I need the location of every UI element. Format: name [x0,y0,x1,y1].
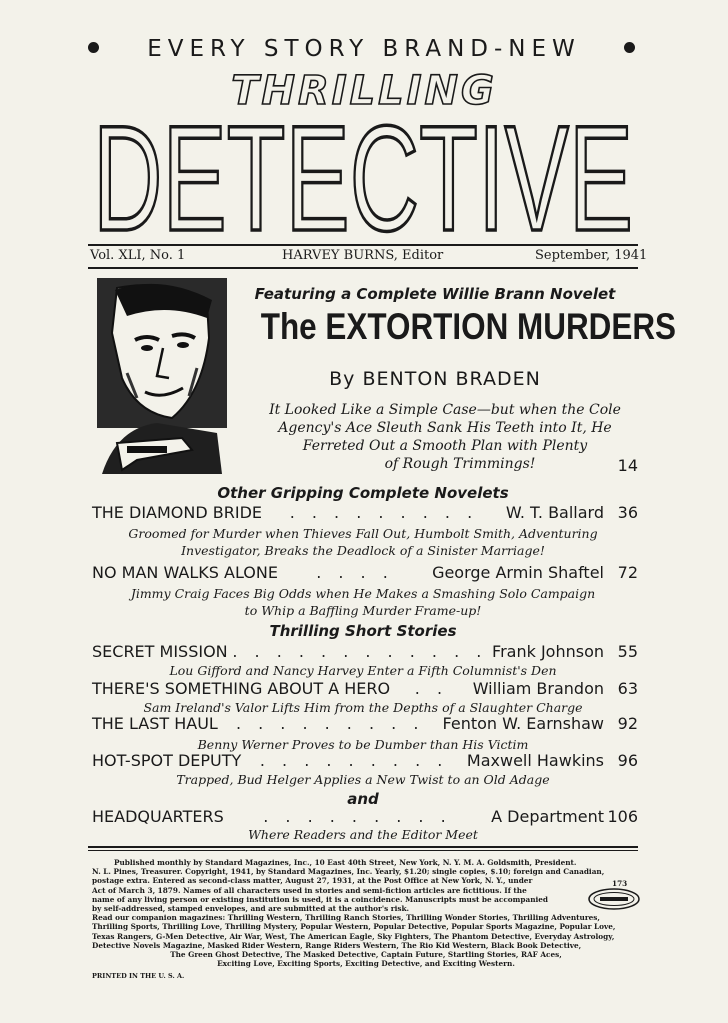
fineprint-line: Read our companion magazines: Thrilling Western, Thrilling Ranch Stories, Thrilling Wonder Stories, Thrilling Adventures, [92,913,600,923]
fineprint-line: The Green Ghost Detective, The Masked Detective, Captain Future, Startling Stories, RAF Aces, [170,950,562,960]
fineprint-block [92,858,640,982]
masthead-title-logo [88,72,638,244]
fineprint-line: by self-addressed, stamped envelopes, and are submitted at the author's risk. [92,904,410,914]
toc-title: NO MAN WALKS ALONE [92,563,278,582]
masthead-title: DETECTIVE [93,94,633,244]
toc-leader-dots: . . . . . . . . . [263,807,452,826]
toc-leader-dots: . . . . . . . . . [289,503,479,522]
toc-row-diamond-bride [92,503,638,522]
toc-leader-dots: . . [414,679,449,698]
toc-leader-dots: . . . . . . . . . [235,714,425,733]
featured-blurb-3: Ferreted Out a Smooth Plan with Plenty [302,438,588,454]
toc-page: 96 [617,751,638,770]
fineprint-rule [88,846,638,848]
featured-page: 14 [617,456,638,475]
toc-leader-dots: . . . . [316,563,394,582]
fineprint-line: Texas Rangers, G-Men Detective, Air War, West, The American Eagle, Sky Fighters, The Phantom Detective, Everyday Astrology, [92,931,615,941]
toc-author: George Armin Shaftel [432,563,604,582]
toc-author: W. T. Ballard [505,503,604,522]
featured-blurb-1: It Looked Like a Simple Case—but when the Cole [269,402,621,418]
issue-date: September, 1941 [535,248,648,263]
toc-page: 72 [617,563,638,582]
issue-number: 173 [612,879,628,888]
toc-blurb: to Whip a Baffling Murder Frame-up! [244,603,482,618]
toc-blurb: Lou Gifford and Nancy Harvey Enter a Fifth Columnist's Den [169,663,557,678]
toc-author: Frank Johnson [492,642,604,661]
toc-leader-dots: . . . . . . . . . [259,751,449,770]
toc-row-headquarters [92,807,638,826]
toc-row-the-last-haul [92,714,638,733]
fineprint-line: Exciting Love, Exciting Sports, Exciting Detective, and Exciting Western. [217,959,515,969]
fineprint-rule [88,850,638,851]
toc-title: THERE'S SOMETHING ABOUT A HERO [92,679,391,698]
toc-page: 92 [617,714,638,733]
toc-author: Maxwell Hawkins [466,751,604,770]
toc-author: A Department [491,807,604,826]
toc-leader-dots: . . . . . . . . . . . . [232,642,488,661]
shorts-heading: Thrilling Short Stories [269,622,457,640]
fineprint-line: name of any living person or existing institution is used, it is a coincidence. Manuscripts must be accompanied [92,894,549,904]
featured-kicker: Featuring a Complete Willie Brann Novelet [254,285,616,303]
toc-title: HEADQUARTERS [92,807,224,826]
featured-blurb-2: Agency's Ace Sleuth Sank His Teeth into It, He [278,420,612,436]
masthead-tagline: EVERY STORY BRAND-NEW [147,36,581,62]
toc-title: SECRET MISSION [92,642,228,661]
toc-blurb: Where Readers and the Editor Meet [248,827,478,842]
toc-author: William Brandon [472,679,604,698]
toc-row-no-man-walks-alone [92,563,638,582]
fineprint-line: N. L. Pines, Treasurer. Copyright, 1941, by Standard Magazines, Inc. Yearly, $1.20; single copies, $.10; foreign and Canadian, [92,867,605,877]
and-label: and [347,790,379,808]
toc-title: THE LAST HAUL [92,714,218,733]
fineprint-printed: PRINTED IN THE U. S. A. [92,972,185,981]
fineprint-line: Detective Novels Magazine, Masked Rider Western, Range Riders Western, The Rio Kid Western, Black Book Detective, [92,940,582,950]
masthead-rule-top [88,244,638,246]
toc-page: 63 [617,679,638,698]
toc-page: 106 [607,807,638,826]
toc-title: HOT-SPOT DEPUTY [92,751,242,770]
toc-blurb: Groomed for Murder when Thieves Fall Out, Humbolt Smith, Adventuring [128,526,598,541]
toc-blurb: Jimmy Craig Faces Big Odds when He Makes a Smashing Solo Campaign [130,586,596,601]
fineprint-line: Thrilling Sports, Thrilling Love, Thrilling Mystery, Popular Western, Popular Detective, Popular Sports Magazine, Popular Love, [92,922,616,932]
issue-volume: Vol. XLI, No. 1 [90,248,186,263]
toc-blurb: Trapped, Bud Helger Applies a New Twist to an Old Adage [176,772,550,787]
masthead-brand: THRILLING [231,68,497,114]
featured-blurb-4: of Rough Trimmings! [384,456,536,472]
publisher-seal-icon [588,888,640,910]
masthead-rule-bottom [88,267,638,269]
toc-row-something-about-a-hero [92,679,638,698]
toc-row-secret-mission [92,642,638,661]
fineprint-line: Act of March 3, 1879. Names of all characters used in stories and semi-fiction articles are fictitious. If the [92,885,527,895]
toc-blurb: Investigator, Breaks the Deadlock of a Sinister Marriage! [181,543,545,558]
featured-byline: By BENTON BRADEN [329,368,541,390]
fineprint-line: postage extra. Entered as second-class matter, August 27, 1931, at the Post Office at New York, N. Y., under [92,876,533,886]
toc-blurb: Sam Ireland's Valor Lifts Him from the Depths of a Slaughter Charge [143,700,583,715]
toc-blurb: Benny Werner Proves to be Dumber than His Victim [197,737,529,752]
toc-row-hot-spot-deputy [92,751,638,770]
issue-editor: HARVEY BURNS, Editor [282,248,444,263]
toc-page: 55 [617,642,638,661]
featured-title: The EXTORTION MURDERS [260,306,677,347]
fineprint-line: Published monthly by Standard Magazines, Inc., 10 East 40th Street, New York, N. Y. M. A. Goldsmith, President. [114,858,577,867]
toc-title: THE DIAMOND BRIDE [92,503,262,522]
toc-page: 36 [617,503,638,522]
detective-illustration [97,278,227,474]
toc-author: Fenton W. Earnshaw [442,714,604,733]
novelets-heading: Other Gripping Complete Novelets [217,484,509,502]
